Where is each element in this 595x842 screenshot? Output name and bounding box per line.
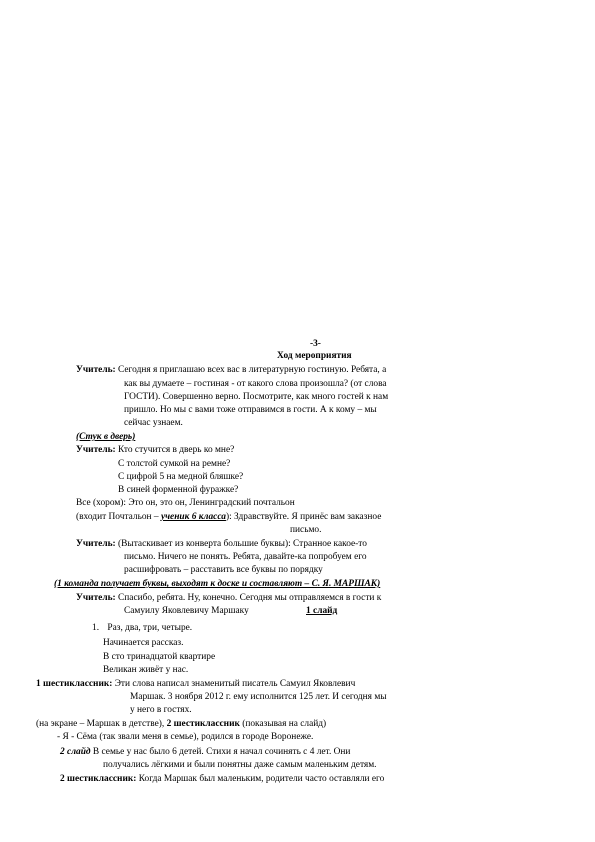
- speaker-label: 2 шестиклассник: [166, 719, 240, 729]
- emphasis: ученик 6 класса: [160, 512, 226, 522]
- dialogue-line: [60, 746, 350, 758]
- text-line: как вы думаете – гостиная - от какого слова произошла? (от слова: [124, 379, 387, 389]
- poem-line: В синей форменной фуражке?: [118, 485, 239, 495]
- text-line: письмо.: [290, 525, 322, 535]
- dialogue-line: [76, 444, 234, 456]
- text-fragment: (входит Почтальон –: [76, 512, 161, 522]
- line-text: (Вытаскивает из конверта большие буквы): Странное какое-то: [118, 539, 367, 549]
- text-line: пришло. Но мы с вами тоже отправимся в гости. А к кому – мы: [124, 405, 377, 415]
- dialogue-line: [76, 592, 381, 604]
- dialogue-line: [60, 773, 384, 785]
- poem-line: С цифрой 5 на медной бляшке?: [118, 472, 244, 482]
- text-line: получались лёгкими и были понятны даже самым маленьким детям.: [103, 760, 377, 770]
- speaker-label: Учитель:: [76, 445, 116, 455]
- text-line: расшифровать – расставить все буквы по порядку: [124, 565, 323, 575]
- stage-direction: (1 команда получает буквы, выходят к доске и составляют – С. Я. МАРШАК): [54, 579, 381, 589]
- page-heading: Ход мероприятия: [277, 351, 352, 361]
- speaker-label: Учитель:: [76, 539, 116, 549]
- dialogue-line: [36, 678, 355, 690]
- line-text: Спасибо, ребята. Ну, конечно. Сегодня мы отправляемся в гости к: [118, 593, 382, 603]
- line-text: Раз, два, три, четыре.: [107, 623, 193, 633]
- speaker-label: Учитель:: [76, 593, 116, 603]
- line-text: Сегодня я приглашаю всех вас в литературную гостиную. Ребята, а: [118, 365, 387, 375]
- page-number: -3-: [310, 339, 321, 349]
- speaker-label: 1 шестиклассник:: [36, 679, 113, 689]
- text-line: письмо. Ничего не понять. Ребята, давайте-ка попробуем его: [124, 552, 367, 562]
- line-text: Когда Маршак был маленьким, родители часто оставляли его: [138, 774, 385, 784]
- text-fragment: (показывая на слайд): [239, 719, 327, 729]
- line-text: Эти слова написал знаменитый писатель Самуил Яковлевич: [114, 679, 356, 689]
- dialogue-line: [76, 538, 367, 550]
- slide-label: 1 слайд: [306, 606, 338, 616]
- text-line: [124, 605, 338, 617]
- numbered-poem-line: [92, 622, 192, 634]
- poem-line: В сто тринадцатой квартире: [103, 652, 216, 662]
- poem-line: Великан живёт у нас.: [103, 665, 189, 675]
- text-line: Все (хором): Это он, это он, Ленинградский почтальон: [76, 498, 295, 508]
- text-fragment: ): Здравствуйте. Я принёс вам заказное: [225, 512, 382, 522]
- poem-line: Начинается рассказ.: [103, 638, 184, 648]
- slide-label: 2 слайд: [60, 747, 91, 757]
- poem-line: С толстой сумкой на ремне?: [118, 459, 231, 469]
- text-line: у него в гостях.: [130, 705, 192, 715]
- text-line: - Я - Сёма (так звали меня в семье), родился в городе Воронеже.: [57, 732, 314, 742]
- text-line: [76, 511, 381, 523]
- text-line: сейчас узнаем.: [124, 418, 183, 428]
- text-line: Маршак. 3 ноября 2012 г. ему исполнится 125 лет. И сегодня мы: [130, 692, 387, 702]
- line-text: Самуилу Яковлевичу Маршаку: [124, 606, 249, 616]
- dialogue-line: [76, 364, 386, 376]
- text-line: ГОСТИ). Совершенно верно. Посмотрите, как много гостей к нам: [124, 392, 389, 402]
- text-fragment: (на экране – Маршак в детстве),: [36, 719, 167, 729]
- text-line: [36, 718, 326, 730]
- line-text: В семье у нас было 6 детей. Стихи я начал сочинять с 4 лет. Они: [92, 747, 351, 757]
- stage-direction: (Стук в дверь): [76, 432, 136, 442]
- speaker-label: 2 шестиклассник:: [60, 774, 137, 784]
- list-marker: 1.: [92, 623, 100, 633]
- line-text: Кто стучится в дверь ко мне?: [118, 445, 235, 455]
- speaker-label: Учитель:: [76, 365, 116, 375]
